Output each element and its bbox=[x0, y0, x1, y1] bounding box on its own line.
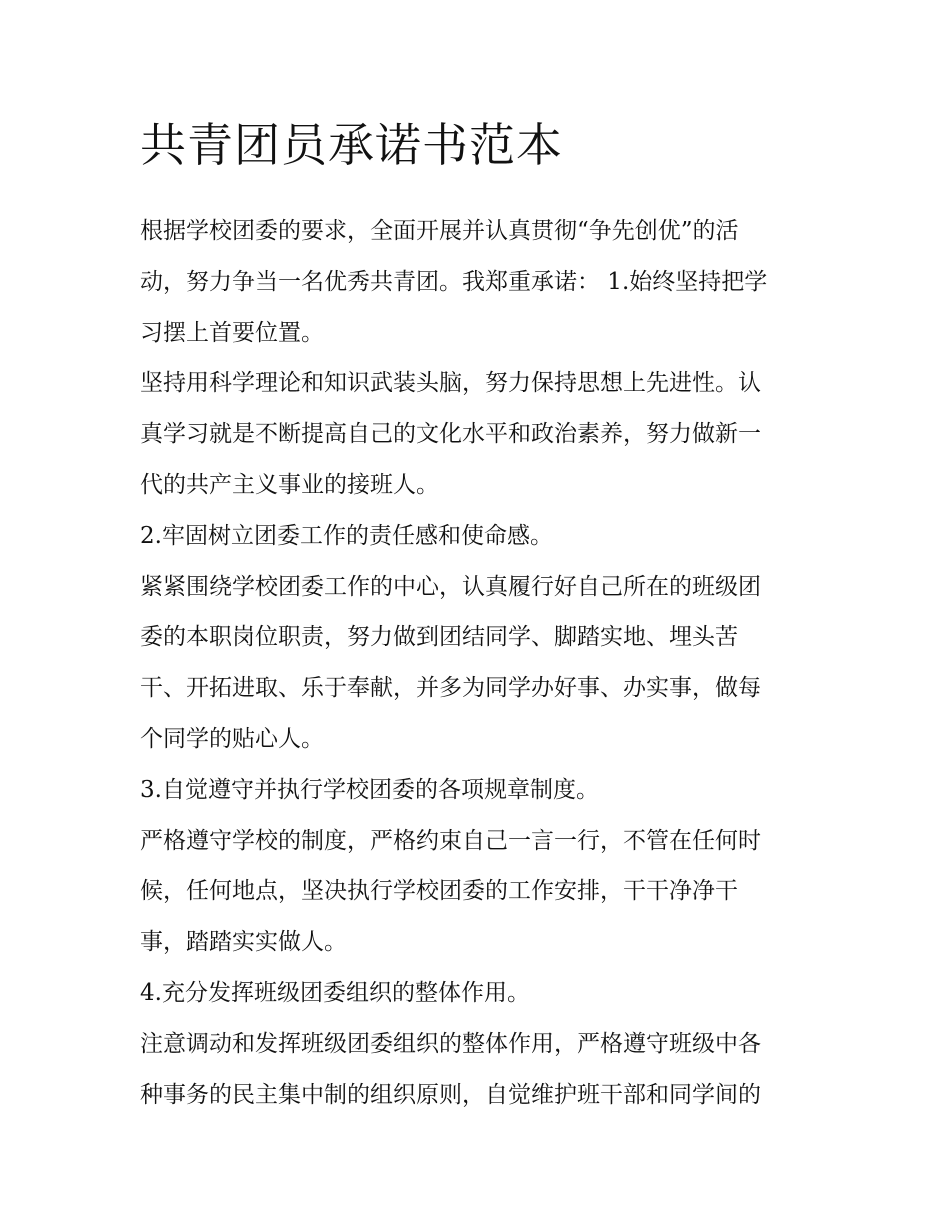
body-line: 动，努力争当一名优秀共青团。我郑重承诺： 1.始终坚持把学 bbox=[140, 268, 768, 295]
body-line: 坚持用科学理论和知识武装头脑，努力保持思想上先进性。认 bbox=[140, 370, 761, 397]
body-line: 干、开拓进取、乐于奉献，并多为同学办好事、办实事，做每 bbox=[140, 675, 761, 702]
body-line: 真学习就是不断提高自己的文化水平和政治素养，努力做新一 bbox=[140, 421, 761, 448]
body-line: 紧紧围绕学校团委工作的中心，认真履行好自己所在的班级团 bbox=[140, 573, 761, 600]
body-line: 注意调动和发挥班级团委组织的整体作用，严格遵守班级中各 bbox=[140, 1030, 761, 1057]
section-heading-3: 3.自觉遵守并执行学校团委的各项规章制度。 bbox=[140, 776, 599, 803]
body-line: 严格遵守学校的制度，严格约束自己一言一行，不管在任何时 bbox=[140, 827, 761, 854]
body-line: 个同学的贴心人。 bbox=[140, 725, 324, 752]
section-heading-4: 4.充分发挥班级团委组织的整体作用。 bbox=[140, 979, 530, 1006]
document-body bbox=[140, 206, 812, 1120]
body-line: 候，任何地点，坚决执行学校团委的工作安排，干干净净干 bbox=[140, 878, 738, 905]
document-title: 共青团员承诺书范本 bbox=[140, 118, 563, 172]
body-line: 委的本职岗位职责，努力做到团结同学、脚踏实地、埋头苦 bbox=[140, 624, 738, 651]
body-line: 事，踏踏实实做人。 bbox=[140, 929, 347, 956]
body-line: 代的共产主义事业的接班人。 bbox=[140, 471, 439, 498]
body-line: 习摆上首要位置。 bbox=[140, 319, 324, 346]
section-heading-2: 2.牢固树立团委工作的责任感和使命感。 bbox=[140, 522, 553, 549]
body-line: 根据学校团委的要求，全面开展并认真贯彻“争先创优”的活 bbox=[140, 218, 739, 244]
document-page bbox=[140, 112, 812, 1120]
body-line: 种事务的民主集中制的组织原则，自觉维护班干部和同学间的 bbox=[140, 1081, 761, 1108]
